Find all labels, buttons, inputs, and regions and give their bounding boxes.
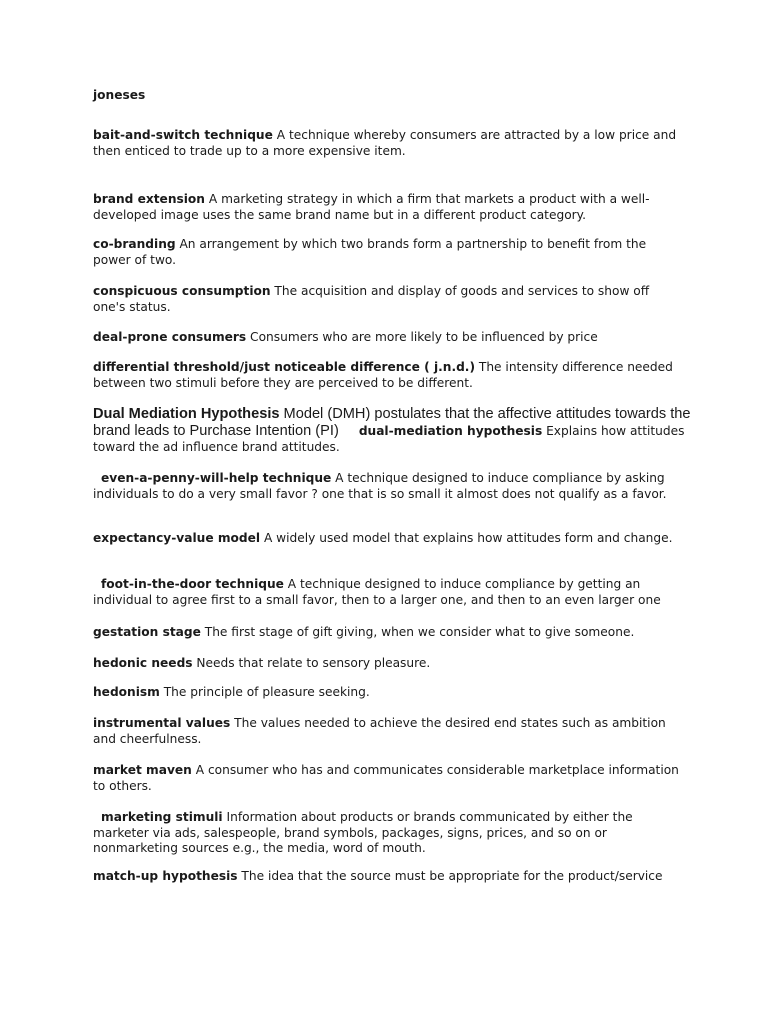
entry-definition: Consumers who are more likely to be influenced by price [246, 330, 598, 344]
entry-expectancy-value-model [93, 531, 683, 547]
entry-hedonism [93, 685, 683, 701]
entry-term: bait-and-switch technique [93, 128, 273, 142]
entry-marketing-stimuli [93, 810, 683, 857]
entry-co-branding [93, 237, 683, 268]
entry-term: market maven [93, 763, 192, 777]
entry-foot-in-the-door [93, 577, 693, 608]
entry-deal-prone-consumers [93, 330, 683, 346]
entry-term: instrumental values [93, 716, 231, 730]
entry-even-a-penny [93, 471, 683, 502]
entry-term: differential threshold/just noticeable difference ( j.n.d.) [93, 360, 476, 374]
entry-definition: The first stage of gift giving, when we consider what to give someone. [200, 625, 635, 639]
entry-definition: A widely used model that explains how attitudes form and change. [260, 531, 673, 545]
entry-definition: A technique whereby consumers are attracted by a low price and then enticed to trade up to a more expensive item. [93, 128, 677, 158]
entry-definition: A marketing strategy in which a firm that markets a product with a well-developed image uses the same brand name but in a different product category. [93, 192, 650, 222]
entry-definition: A technique designed to induce compliance by asking individuals to do a very small favor ? one that is so small it almost does not qualify as a favor. [93, 471, 667, 501]
entry-term: even-a-penny-will-help technique [101, 471, 332, 485]
entry-hedonic-needs [93, 656, 683, 672]
entry-match-up-hypothesis [93, 869, 683, 885]
entry-definition: The intensity difference needed between two stimuli before they are perceived to be different. [93, 360, 673, 390]
entry-term: gestation stage [93, 625, 201, 639]
entry-definition: Needs that relate to sensory pleasure. [192, 656, 431, 670]
entry-gestation-stage [93, 625, 683, 641]
entry-definition: Model (DMH) postulates that the affective attitudes towards the brand leads to Purchase Intention (PI) [93, 406, 691, 439]
entry-term: hedonic needs [93, 656, 193, 670]
entry-brand-extension [93, 192, 683, 223]
entry-term: conspicuous consumption [93, 284, 271, 298]
entry-term: foot-in-the-door technique [101, 577, 284, 591]
entry-conspicuous-consumption [93, 284, 683, 315]
entry-differential-threshold [93, 360, 683, 391]
entry-definition: An arrangement by which two brands form a partnership to benefit from the power of two. [93, 237, 647, 267]
entry-market-maven [93, 763, 683, 794]
entry-definition: A consumer who has and communicates considerable marketplace information to others. [93, 763, 679, 793]
entry-joneses [93, 88, 683, 104]
entry-instrumental-values [93, 716, 683, 747]
entry-term: expectancy-value model [93, 531, 261, 545]
entry-definition: Information about products or brands communicated by either the marketer via ads, salespeople, brand symbols, packages, signs, prices, and so on or nonmarketing sources e.g., the media, word of mouth. [93, 810, 633, 855]
entry-term-secondary: dual-mediation hypothesis [358, 424, 543, 438]
entry-definition: The acquisition and display of goods and services to show off one's status. [93, 284, 650, 314]
entry-term: match-up hypothesis [93, 869, 238, 883]
entry-bait-and-switch [93, 128, 683, 159]
entry-term: hedonism [93, 685, 160, 699]
entry-definition: The idea that the source must be appropriate for the product/service [237, 869, 663, 883]
entry-term: co-branding [93, 237, 176, 251]
entry-dual-mediation-hypothesis [93, 406, 693, 456]
entry-definition-secondary: Explains how attitudes toward the ad influence brand attitudes. [93, 424, 685, 454]
entry-definition: A technique designed to induce compliance by getting an individual to agree first to a small favor, then to a larger one, and then to an even larger one [93, 577, 661, 607]
entry-term: deal-prone consumers [93, 330, 247, 344]
entry-term: Dual Mediation Hypothesis [93, 406, 280, 422]
entry-term: brand extension [93, 192, 205, 206]
entry-term: marketing stimuli [101, 810, 223, 824]
entry-term: joneses [93, 88, 146, 102]
entry-definition: The principle of pleasure seeking. [159, 685, 370, 699]
entry-definition: The values needed to achieve the desired end states such as ambition and cheerfulness. [93, 716, 666, 746]
